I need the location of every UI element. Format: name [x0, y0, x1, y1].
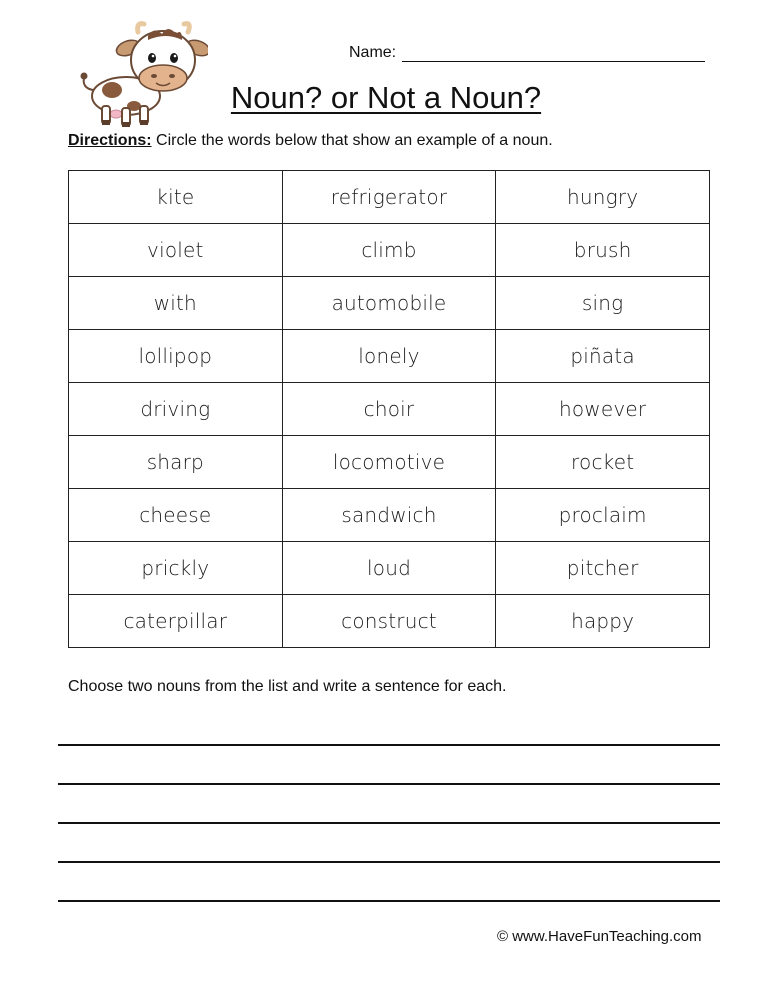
word-cell[interactable]: choir — [282, 383, 496, 436]
word-cell[interactable]: with — [69, 277, 283, 330]
directions-text: Circle the words below that show an example of a noun. — [151, 132, 553, 149]
word-cell[interactable]: hungry — [496, 171, 710, 224]
table-row — [69, 277, 710, 330]
word-cell[interactable]: refrigerator — [282, 171, 496, 224]
directions — [68, 132, 553, 150]
word-table — [68, 170, 710, 648]
word-cell[interactable]: happy — [496, 595, 710, 648]
word-cell[interactable]: violet — [69, 224, 283, 277]
table-row — [69, 330, 710, 383]
table-row — [69, 489, 710, 542]
word-cell[interactable]: sandwich — [282, 489, 496, 542]
word-cell[interactable]: proclaim — [496, 489, 710, 542]
writing-line[interactable] — [58, 783, 720, 785]
word-cell[interactable]: rocket — [496, 436, 710, 489]
table-row — [69, 542, 710, 595]
word-cell[interactable]: kite — [69, 171, 283, 224]
table-row — [69, 383, 710, 436]
word-cell[interactable]: piñata — [496, 330, 710, 383]
name-label: Name: — [349, 44, 397, 61]
writing-line[interactable] — [58, 822, 720, 824]
word-cell[interactable]: lollipop — [69, 330, 283, 383]
table-row — [69, 436, 710, 489]
word-cell[interactable]: however — [496, 383, 710, 436]
writing-line[interactable] — [58, 861, 720, 863]
word-cell[interactable]: loud — [282, 542, 496, 595]
word-cell[interactable]: construct — [282, 595, 496, 648]
word-cell[interactable]: pitcher — [496, 542, 710, 595]
word-cell[interactable]: caterpillar — [69, 595, 283, 648]
name-field[interactable] — [349, 44, 705, 62]
writing-line[interactable] — [58, 900, 720, 902]
word-cell[interactable]: climb — [282, 224, 496, 277]
page-title: Noun? or Not a Noun? — [230, 80, 542, 115]
table-row — [69, 224, 710, 277]
directions-label: Directions: — [68, 132, 152, 149]
word-cell[interactable]: prickly — [69, 542, 283, 595]
table-row — [69, 595, 710, 648]
word-cell[interactable]: sing — [496, 277, 710, 330]
copyright-footer: © www.HaveFunTeaching.com — [497, 928, 702, 945]
word-cell[interactable]: automobile — [282, 277, 496, 330]
table-row — [69, 171, 710, 224]
sentence-prompt: Choose two nouns from the list and write a sentence for each. — [68, 678, 507, 695]
word-cell[interactable]: sharp — [69, 436, 283, 489]
word-cell[interactable]: brush — [496, 224, 710, 277]
word-cell[interactable]: locomotive — [282, 436, 496, 489]
word-cell[interactable]: driving — [69, 383, 283, 436]
name-line[interactable] — [402, 45, 705, 62]
word-cell[interactable]: cheese — [69, 489, 283, 542]
word-cell[interactable]: lonely — [282, 330, 496, 383]
writing-line[interactable] — [58, 744, 720, 746]
